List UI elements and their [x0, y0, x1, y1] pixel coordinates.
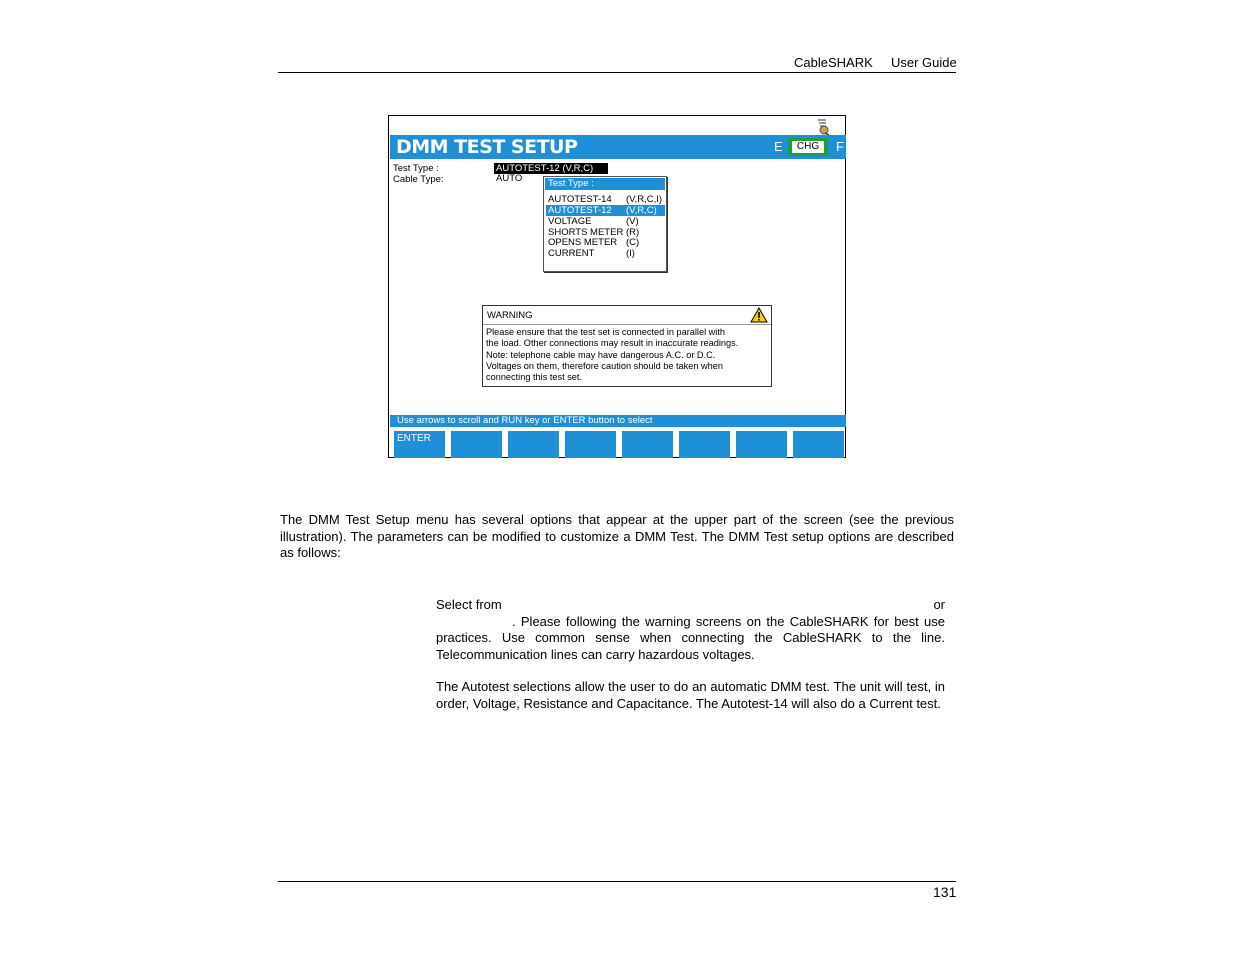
chg-indicator: [788, 138, 828, 156]
item-code: (V,R,C): [626, 205, 657, 216]
item-code: (C): [626, 237, 640, 248]
dropdown-item[interactable]: [546, 248, 665, 259]
test-type-label: Test Type :: [393, 163, 439, 174]
or-text: or: [933, 597, 945, 612]
function-key-5[interactable]: [622, 431, 673, 458]
item-name: AUTOTEST-14: [548, 194, 612, 205]
item-code: (I): [626, 248, 635, 259]
item-code: (V,R,C,I): [626, 194, 663, 205]
intro-paragraph: The DMM Test Setup menu has several options that appear at the upper part of the screen (see the previous illustration). The parameters can be modified to customize a DMM Test. The DMM Test setup options are described as follows:: [280, 512, 954, 560]
plug-icon: [815, 118, 831, 136]
warning-title: WARNING: [487, 310, 533, 321]
select-paragraph: [436, 597, 945, 663]
warning-header: [483, 306, 771, 325]
select-from-text: Select from: [436, 597, 502, 612]
item-name: AUTOTEST-12: [548, 205, 612, 216]
warning-line: Note: telephone cable may have dangerous A.C. or D.C.: [486, 349, 716, 360]
screen-title: DMM TEST SETUP: [396, 136, 578, 158]
test-type-dropdown[interactable]: [543, 176, 667, 272]
dmm-screen-illustration: [388, 115, 846, 458]
title-bar: [390, 135, 846, 159]
test-type-value[interactable]: AUTOTEST-12 (V,R,C): [494, 163, 608, 174]
autotest-paragraph: The Autotest selections allow the user to do an automatic DMM test. The unit will test, in order, Voltage, Resistance and Capacitance. The Autotest-14 will also do a Current test.: [436, 679, 945, 711]
warning-body: [486, 327, 770, 383]
function-key-label: ENTER: [397, 433, 431, 444]
chg-label: CHG: [792, 141, 824, 153]
cable-type-value[interactable]: AUTO: [496, 173, 523, 184]
cable-type-label: Cable Type:: [393, 174, 444, 185]
function-key-4[interactable]: [565, 431, 616, 458]
warning-triangle-icon: [750, 307, 768, 323]
mode-f-label: F: [836, 139, 844, 154]
dropdown-item[interactable]: [546, 216, 665, 227]
header-guide: User Guide: [891, 55, 957, 70]
function-key-2[interactable]: [451, 431, 502, 458]
select-first-line: [436, 597, 945, 614]
function-key-8[interactable]: [793, 431, 844, 458]
header-product: CableSHARK: [794, 55, 873, 70]
function-key-7[interactable]: [736, 431, 787, 458]
item-name: SHORTS METER: [548, 227, 624, 238]
dropdown-header: Test Type :: [545, 178, 665, 190]
item-name: CURRENT: [548, 248, 595, 259]
item-code: (V): [626, 216, 639, 227]
warning-dialog: [482, 305, 772, 387]
dropdown-item[interactable]: [546, 194, 665, 205]
mode-e-label: E: [774, 139, 783, 154]
function-key-3[interactable]: [508, 431, 559, 458]
select-rest-text: . Please following the warning screens on the CableSHARK for best use practices. Use common sense when connecting the CableSHARK to the line. Telecommunication lines can carry hazardous voltages.: [436, 613, 945, 662]
warning-line: Please ensure that the test set is connected in parallel with: [486, 327, 726, 337]
function-key-enter[interactable]: [394, 431, 445, 458]
dropdown-item[interactable]: [546, 237, 665, 248]
function-key-6[interactable]: [679, 431, 730, 458]
warning-line: connecting this test set.: [486, 372, 583, 383]
footer-rule: [278, 881, 956, 882]
page-number: 131: [933, 884, 957, 900]
item-name: OPENS METER: [548, 237, 618, 248]
warning-line: the load. Other connections may result in inaccurate readings.: [486, 338, 739, 349]
dropdown-item-selected[interactable]: [546, 205, 665, 216]
status-bar: Use arrows to scroll and RUN key or ENTER button to select: [390, 415, 846, 427]
item-name: VOLTAGE: [548, 216, 592, 227]
warning-line: Voltages on them, therefore caution should be taken when: [486, 360, 723, 371]
item-code: (R): [626, 227, 640, 238]
header-rule: [278, 72, 956, 73]
